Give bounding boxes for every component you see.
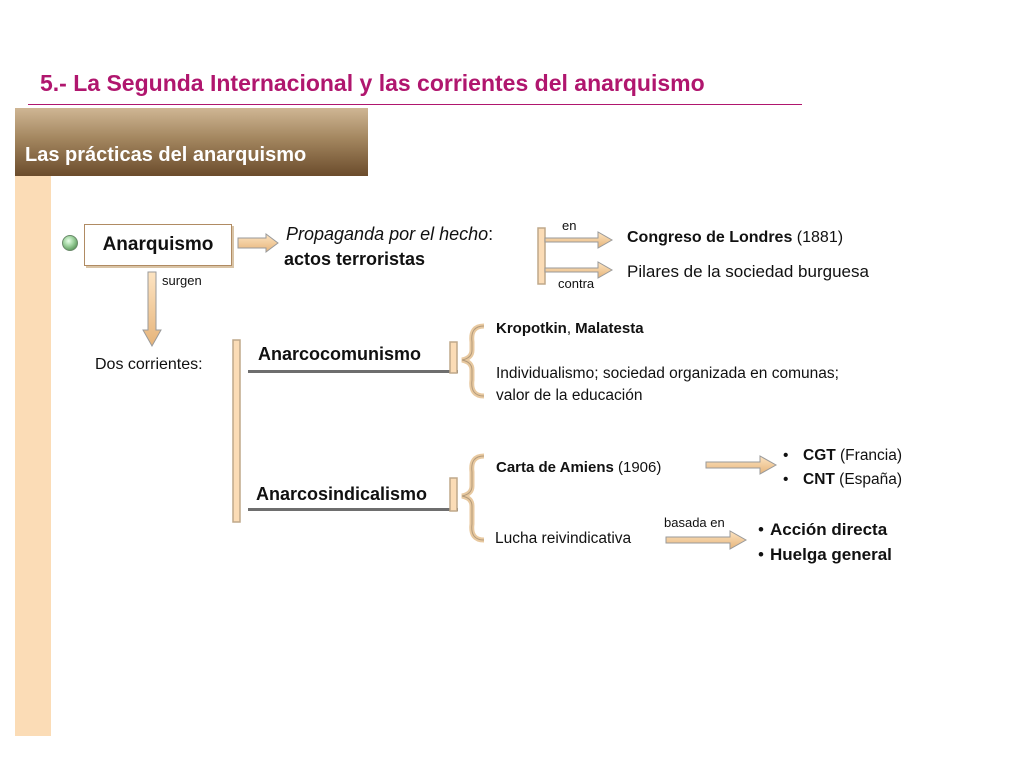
propaganda-line xyxy=(286,224,493,245)
sindicato-cnt xyxy=(783,468,902,492)
label-surgen: surgen xyxy=(162,273,202,288)
label-contra: contra xyxy=(558,276,595,291)
name-separator: , xyxy=(566,320,576,337)
individualismo-line-1: Individualismo; sociedad organizada en comunas; xyxy=(496,365,839,382)
name-malatesta: Malatesta xyxy=(575,320,644,337)
label-en: en xyxy=(562,218,577,233)
arrow-anarquismo-propaganda xyxy=(238,234,278,252)
pilares-sociedad: Pilares de la sociedad burguesa xyxy=(627,262,869,281)
accion-directa xyxy=(758,517,892,542)
sindicato-cgt-country: (Francia) xyxy=(835,447,903,464)
name-kropotkin: Kropotkin xyxy=(496,320,567,337)
acciones-list xyxy=(758,517,892,567)
brace-anarcocomunismo xyxy=(462,326,484,396)
sindicato-cgt-name: CGT xyxy=(803,447,836,464)
node-anarcocomunismo: Anarcocomunismo xyxy=(258,344,422,364)
bracket-dos-corrientes xyxy=(233,340,240,522)
slide-title: 5.- La Segunda Internacional y las corrientes del anarquismo xyxy=(40,70,705,96)
kropotkin-malatesta xyxy=(496,320,644,337)
huelga-general xyxy=(758,542,892,567)
carta-amiens xyxy=(496,459,661,476)
brace-anarcosindicalismo xyxy=(462,456,484,540)
congreso-year: (1881) xyxy=(792,229,844,246)
arrow-lucha-acciones xyxy=(666,531,746,549)
node-anarquismo-label: Anarquismo xyxy=(102,234,214,255)
sindicato-cgt xyxy=(783,444,902,468)
bullet-dot: • xyxy=(758,545,764,564)
carta-name: Carta de Amiens xyxy=(496,459,614,476)
dos-corrientes: Dos corrientes: xyxy=(95,356,203,373)
congreso-londres xyxy=(627,229,843,247)
huelga-general-label: Huelga general xyxy=(770,545,892,564)
lucha-reivindicativa: Lucha reivindicativa xyxy=(495,530,632,547)
propaganda-colon: : xyxy=(488,224,494,244)
node-anarquismo xyxy=(84,224,232,266)
sindicato-cnt-country: (España) xyxy=(834,471,903,488)
individualismo-line-2: valor de la educación xyxy=(496,387,643,404)
arrow-carta-sindicatos xyxy=(706,456,776,474)
node-anarcosindicalismo: Anarcosindicalismo xyxy=(256,484,428,504)
accion-directa-label: Acción directa xyxy=(770,520,888,539)
bullet-dot: • xyxy=(783,471,789,488)
carta-year: (1906) xyxy=(613,459,662,476)
congreso-name: Congreso de Londres xyxy=(627,229,793,246)
bullet-dot: • xyxy=(783,447,789,464)
actos-terroristas: actos terroristas xyxy=(284,249,426,269)
bullet-dot: • xyxy=(758,520,764,539)
sindicatos-list xyxy=(783,444,902,492)
label-basada-en: basada en xyxy=(664,515,725,530)
individualismo-text xyxy=(496,363,839,407)
arrow-surgen-down xyxy=(143,272,161,346)
propaganda-italic: Propaganda por el hecho xyxy=(286,224,489,244)
bullet-icon xyxy=(62,235,78,251)
section-title: Las prácticas del anarquismo xyxy=(25,144,307,166)
sindicato-cnt-name: CNT xyxy=(803,471,835,488)
